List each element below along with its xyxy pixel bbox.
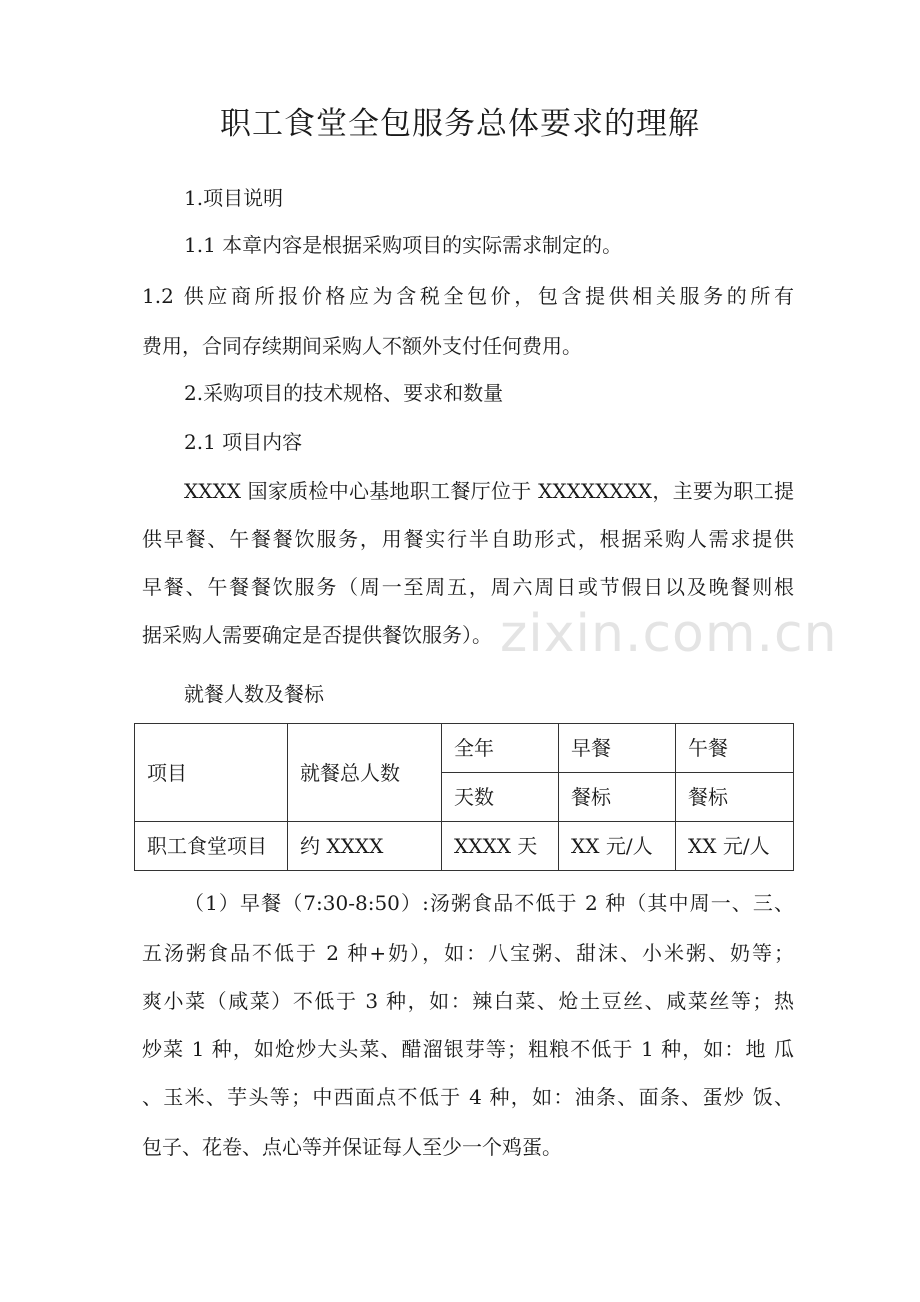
header-year: 全年 (442, 724, 559, 773)
paragraph-2-line-4: 炒菜 1 种，如炝炒大头菜、醋溜银芽等；粗粮不低于 1 种，如：地 瓜 (142, 1037, 794, 1061)
header-days: 天数 (442, 773, 559, 822)
section-2-1-heading: 2.1 项目内容 (184, 430, 303, 454)
paragraph-1-line-4: 据采购人需要确定是否提供餐饮服务）。 (142, 623, 492, 647)
table-row (135, 822, 794, 871)
paragraph-2-line-6: 包子、花卷、点心等并保证每人至少一个鸡蛋。 (142, 1135, 562, 1159)
document-title: 职工食堂全包服务总体要求的理解 (220, 106, 700, 142)
cell-days: XXXX 天 (442, 822, 559, 871)
meal-standard-table (134, 723, 794, 871)
section-1-heading: 1.项目说明 (184, 186, 284, 210)
header-breakfast-standard: 餐标 (559, 773, 676, 822)
section-2-heading: 2.采购项目的技术规格、要求和数量 (184, 381, 504, 405)
cell-lunch-standard: XX 元/人 (676, 822, 794, 871)
paragraph-2-line-1: （1）早餐（7:30-8:50）:汤粥食品不低于 2 种（其中周一、三、 (184, 891, 794, 915)
header-lunch-standard: 餐标 (676, 773, 794, 822)
cell-item: 职工食堂项目 (135, 822, 288, 871)
header-breakfast: 早餐 (559, 724, 676, 773)
header-lunch: 午餐 (676, 724, 794, 773)
cell-total-diners: 约 XXXX (288, 822, 442, 871)
table-caption: 就餐人数及餐标 (184, 682, 324, 706)
paragraph-1-line-2: 供早餐、午餐餐饮服务，用餐实行半自助形式，根据采购人需求提供 (142, 527, 794, 551)
header-total-diners: 就餐总人数 (288, 724, 442, 822)
section-1-1: 1.1 本章内容是根据采购项目的实际需求制定的。 (184, 233, 623, 257)
paragraph-2-line-5: 、玉米、芋头等；中西面点不低于 4 种，如：油条、面条、蛋炒 饭、 (142, 1085, 794, 1109)
header-item: 项目 (135, 724, 288, 822)
table-header-row (135, 724, 794, 773)
section-1-2-line-1: 1.2 供应商所报价格应为含税全包价，包含提供相关服务的所有 (142, 284, 794, 308)
section-1-2-line-2: 费用，合同存续期间采购人不额外支付任何费用。 (142, 334, 582, 358)
paragraph-1-line-3: 早餐、午餐餐饮服务（周一至周五，周六周日或节假日以及晚餐则根 (142, 575, 794, 599)
paragraph-2-line-3: 爽小菜（咸菜）不低于 3 种，如：辣白菜、炝土豆丝、咸菜丝等；热 (142, 989, 794, 1013)
paragraph-2-line-2: 五汤粥食品不低于 2 种+奶），如：八宝粥、甜沫、小米粥、奶等； (142, 941, 794, 965)
watermark: zixin.com.cn (500, 604, 838, 664)
paragraph-1-line-1: XXXX 国家质检中心基地职工餐厅位于 XXXXXXXX，主要为职工提 (184, 479, 794, 503)
cell-breakfast-standard: XX 元/人 (559, 822, 676, 871)
